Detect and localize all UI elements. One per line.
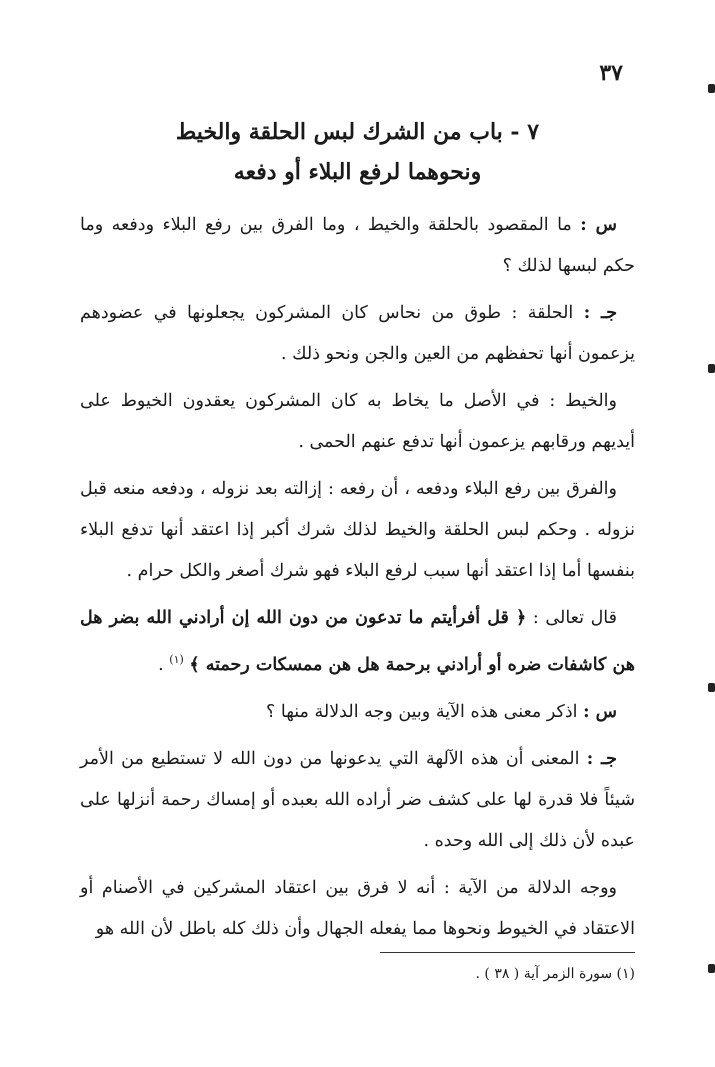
chapter-title-line-1: ٧ - باب من الشرك لبس الحلقة والخيط — [175, 119, 540, 145]
paragraph-text: ووجه الدلالة من الآية : أنه لا فرق بين اعتقاد المشركين في الأصنام أو الاعتقاد في الخيوط ونحوها مما يفعله الجهال وأن ذلك كله باطل لأن الله هو — [80, 877, 635, 939]
quran-verse-paragraph — [80, 598, 635, 686]
chapter-title-line-2: ونحوهما لرفع البلاء أو دفعه — [233, 159, 482, 185]
paragraph-answer-1 — [80, 293, 635, 375]
margin-mark — [708, 964, 715, 973]
paragraph-question-1 — [80, 205, 635, 287]
paragraph-text: المعنى أن هذه الآلهة التي يدعونها من دون الله لا تستطيع من الأمر شيئاً فلا قدرة لها على كشف ضر أراده الله بعبده أو إمساك رحمة أنزلها على عبده لأن ذلك إلى الله وحده . — [80, 748, 635, 851]
answer-marker: جـ : — [586, 748, 618, 769]
paragraph-text: والفرق بين رفع البلاء ودفعه ، أن رفعه : إزالته بعد نزوله ، ودفعه منعه قبل نزوله . وحكم لبس الحلقة والخيط لذلك شرك أكبر إذا اعتقد أنها تدفع البلاء بنفسها أما إذا اعتقد أنها سبب لرفع البلاء فهو شرك أصغر والكل حرام . — [80, 479, 635, 581]
page-body — [80, 205, 635, 956]
paragraph-thread-definition — [80, 381, 635, 463]
paragraph-text: والخيط : في الأصل ما يخاط به كان المشركون يعقدون الخيوط على أيديهم ورقابهم يزعمون أنها تدفع عنهم الحمى . — [80, 391, 635, 452]
footnote-divider — [380, 952, 635, 953]
footnote-reference: (١) — [169, 653, 184, 666]
paragraph-text: ما المقصود بالحلقة والخيط ، وما الفرق بين رفع البلاء ودفعه وما حكم لبسها لذلك ؟ — [80, 215, 635, 276]
paragraph-answer-2 — [80, 739, 635, 862]
paragraph-text: الحلقة : طوق من نحاس كان المشركون يجعلونها في عضودهم يزعمون أنها تحفظهم من العين والجن ونحو ذلك . — [80, 303, 635, 364]
verse-intro: قال تعالى : — [526, 608, 618, 628]
page-number: ٣٧ — [599, 60, 623, 86]
answer-marker: جـ : — [583, 303, 618, 323]
paragraph-text: اذكر معنى هذه الآية وبين وجه الدلالة منها ؟ — [266, 701, 584, 722]
chapter-title — [70, 112, 645, 192]
question-marker: س : — [583, 701, 617, 722]
paragraph-evidence — [80, 868, 635, 950]
paragraph-question-2 — [80, 692, 635, 733]
question-marker: س : — [580, 215, 618, 235]
margin-mark — [708, 364, 715, 373]
paragraph-difference — [80, 469, 635, 592]
verse-end: . — [158, 654, 170, 675]
footnote: (١) سورة الزمر آية ( ٣٨ ) . — [475, 966, 635, 982]
margin-mark — [708, 84, 715, 93]
quran-verse: ﴿ قل أفرأيتم ما تدعون من دون الله إن أرادني الله بضر هل هن كاشفات ضره أو أرادني برحمة هل هن ممسكات رحمته ﴾ — [80, 608, 635, 675]
margin-mark — [708, 683, 715, 692]
